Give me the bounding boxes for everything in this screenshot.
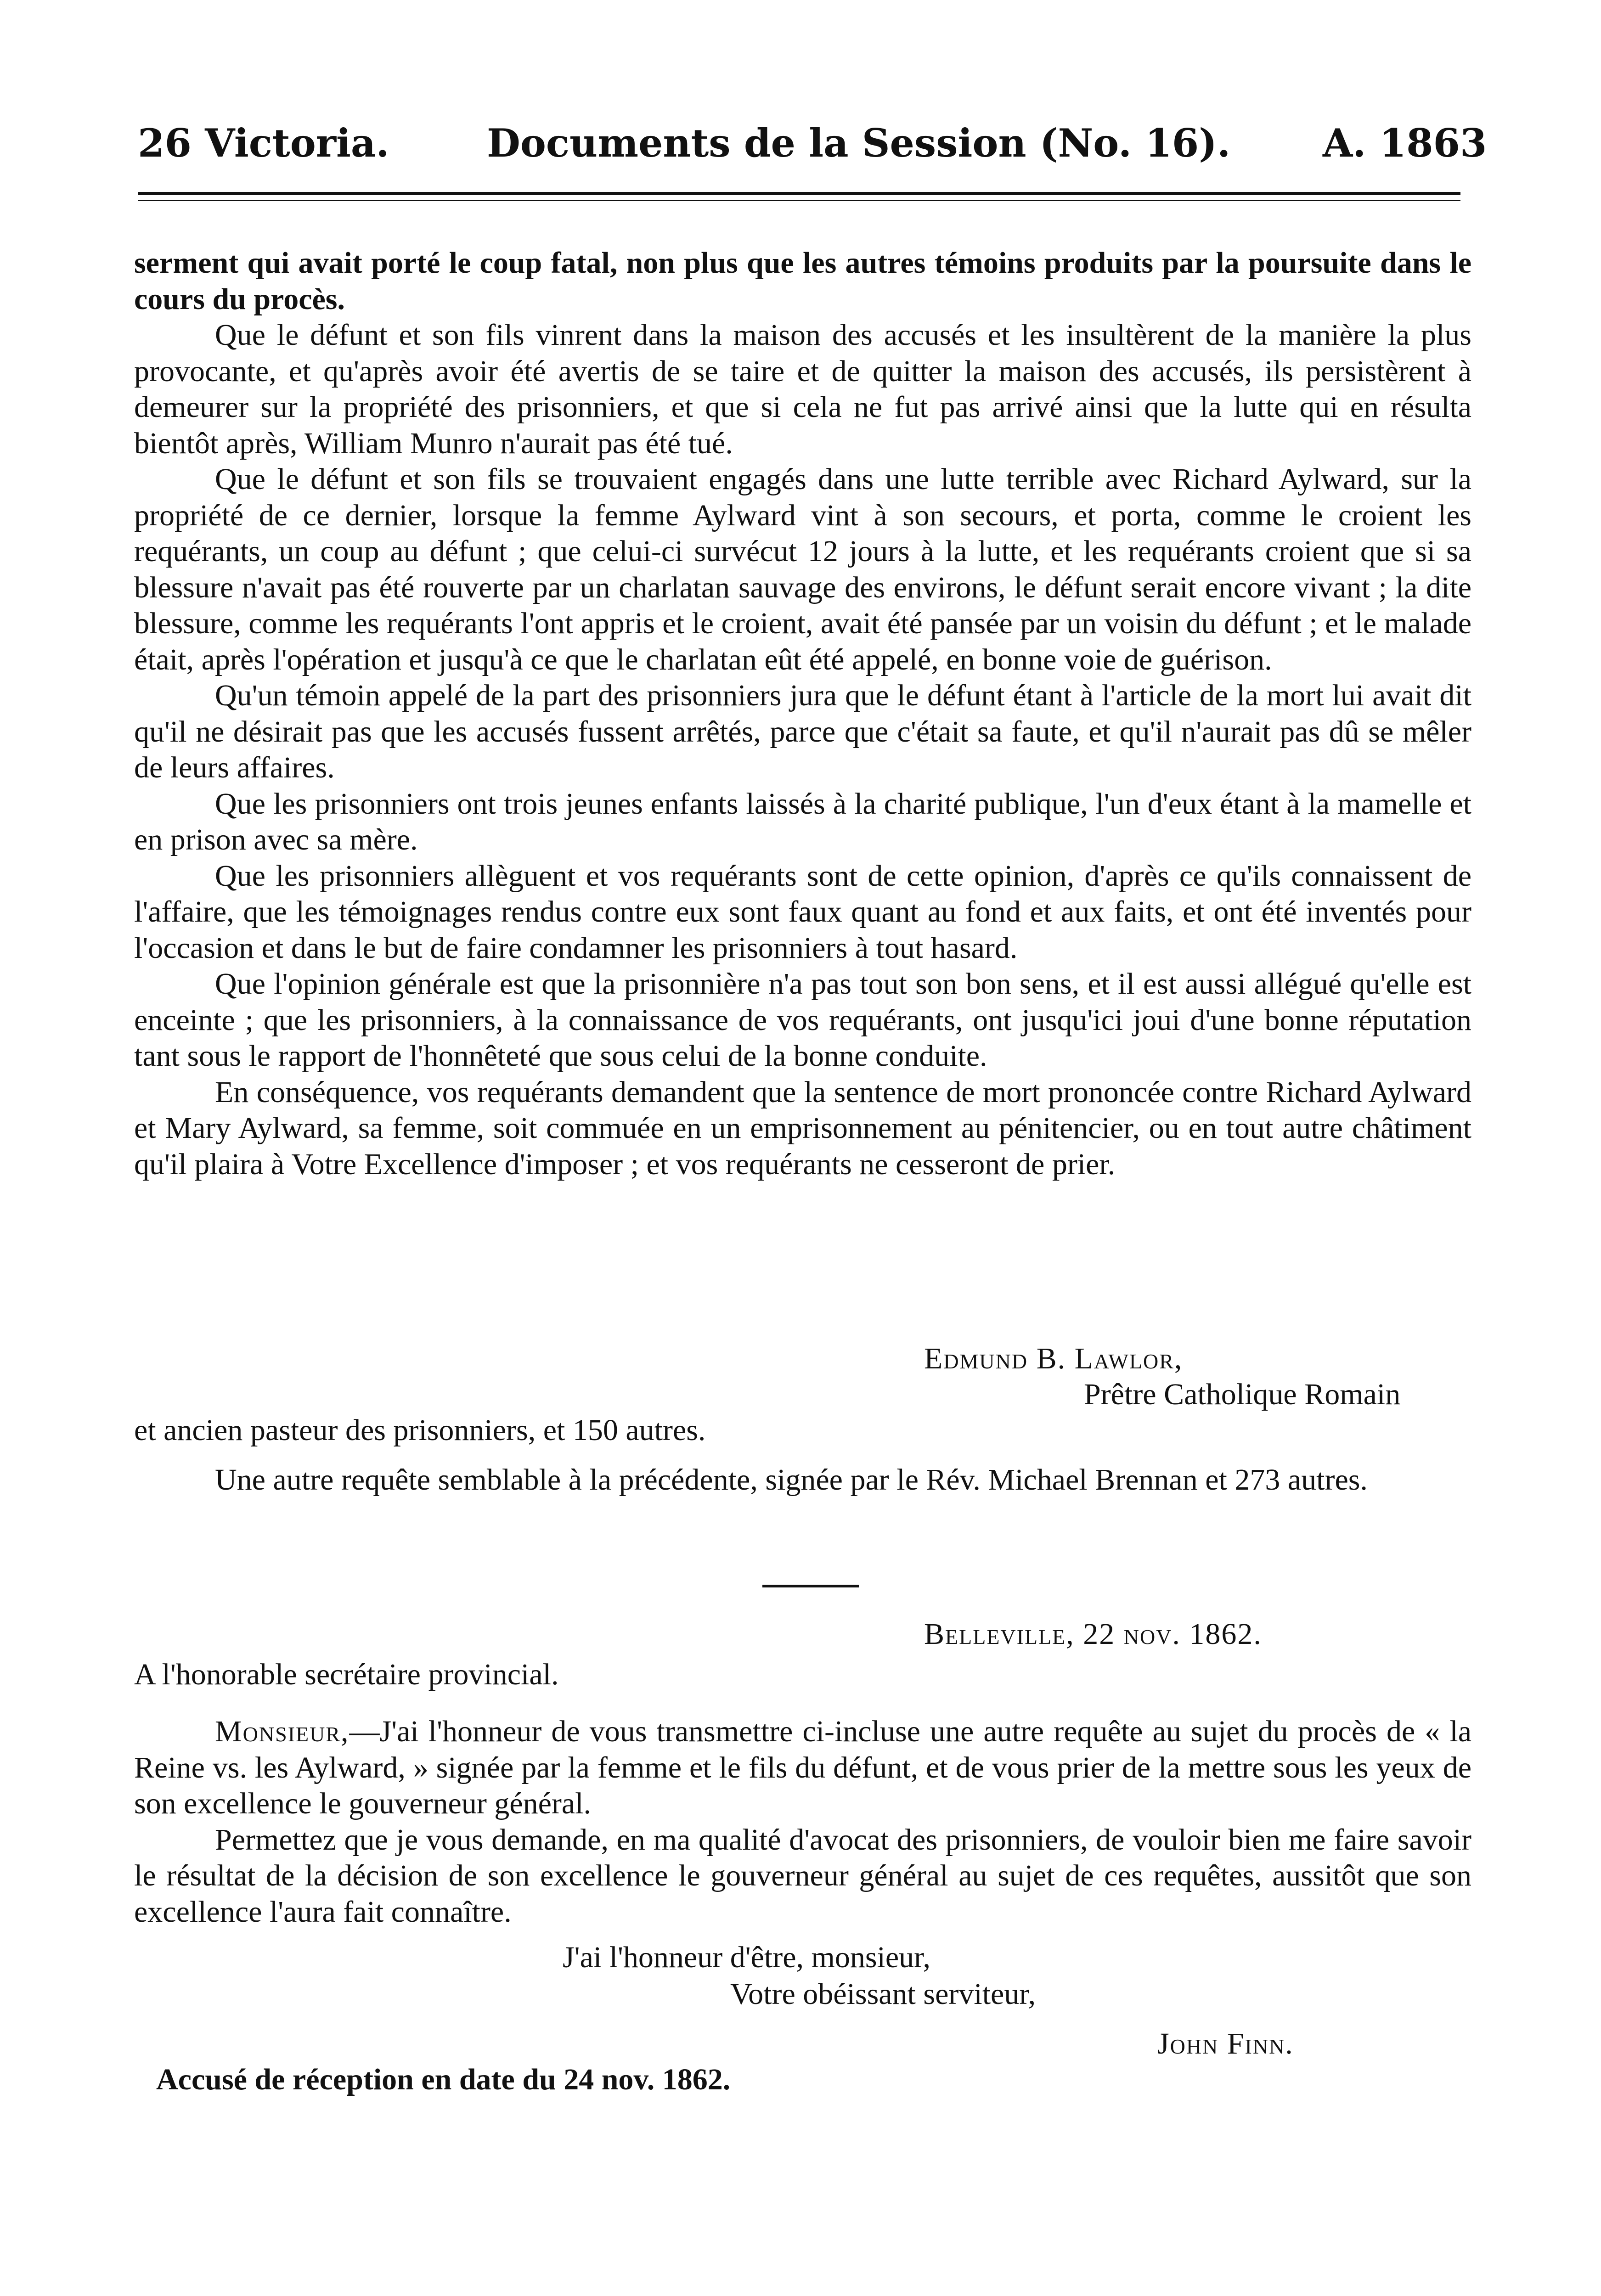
paragraph-temoignages: Que les prisonniers allèguent et vos requérants sont de cette opinion, d'après ce qu'ils connaissent de l'affaire, que les témoignages rendus contre eux sont faux quant au fond et aux faits, et ont été inventés pour l'occasion et dans le but de faire condamner les prisonniers à tout hasard. — [134, 859, 1471, 965]
note-paragraph: Une autre requête semblable à la précédente, signée par le Rév. Michael Brennan et 273 autres. — [215, 1463, 1368, 1497]
header-rule — [138, 192, 1460, 201]
letter-paragraph-1-text: —J'ai l'honneur de vous transmettre ci-incluse une autre requête au sujet du procès de « la Reine vs. les Aylward, » signée par la femme et le fils du défunt, et de vous prier de la mettre sous les yeux de son excellence le gouverneur général. — [134, 1715, 1471, 1820]
paragraph-enfants: Que les prisonniers ont trois jeunes enfants laissés à la charité publique, l'un d'eux étant à la mamelle et en prison avec sa mère. — [134, 787, 1471, 856]
paragraph-defunt-fils: Que le défunt et son fils vinrent dans la maison des accusés et les insultèrent de la manière la plus provocante, et qu'après avoir été avertis de se taire et de quitter la maison des accusés, ils persistèrent à demeurer sur la propriété des prisonniers, et que si cela ne fut pas arrivé ainsi que la lutte qui en résulta bientôt après, William Munro n'aurait pas été tué. — [134, 318, 1471, 460]
signature-continuation: et ancien pasteur des prisonniers, et 150 autres. — [134, 1413, 706, 1447]
paragraph-consequence: En conséquence, vos requérants demandent que la sentence de mort prononcée contre Richard Aylward et Mary Aylward, sa femme, soit commuée en un emprisonnement au pénitencier, ou en tout autre châtiment qu'il plaira à Votre Excellence d'imposer ; et vos requérants ne cesseront de prier. — [134, 1075, 1471, 1181]
paragraph-opinion: Que l'opinion générale est que la prisonnière n'a pas tout son bon sens, et il est aussi allégué qu'elle est enceinte ; que les prisonniers, à la connaissance de vos requérants, ont jusqu'ici joui d'une bonne réputation tant sous le rapport de l'honnêteté que sous celui de la bonne conduite. — [134, 967, 1471, 1073]
letter-signer: John Finn. — [1157, 2027, 1294, 2060]
letter-closing-2: Votre obéissant serviteur, — [730, 1977, 1036, 2011]
letter-body — [134, 1714, 1471, 1930]
letter-closing-1: J'ai l'honneur d'être, monsieur, — [563, 1941, 930, 1974]
header-year: A. 1863 — [1323, 120, 1487, 166]
petition-body — [134, 245, 1471, 1182]
letter-salutation: Monsieur, — [215, 1715, 350, 1748]
paragraph-serment: serment qui avait porté le coup fatal, non plus que les autres témoins produits par la poursuite dans le cours du procès. — [134, 246, 1471, 316]
signature-name: Edmund B. Lawlor, — [924, 1342, 1183, 1375]
letter-paragraph-2: Permettez que je vous demande, en ma qualité d'avocat des prisonniers, de vouloir bien me faire savoir le résultat de la décision de son excellence le gouverneur général au sujet de ces requêtes, aussitôt que son excellence l'aura fait connaître. — [134, 1823, 1471, 1929]
letter-addressee: A l'honorable secrétaire provincial. — [134, 1658, 559, 1691]
header-volume: 26 Victoria. — [138, 120, 389, 166]
header-title: Documents de la Session (No. 16). — [487, 120, 1231, 166]
second-petition-note — [134, 1462, 1471, 1498]
running-header — [0, 120, 1601, 171]
section-divider — [762, 1585, 859, 1587]
paragraph-lutte: Que le défunt et son fils se trouvaient engagés dans une lutte terrible avec Richard Aylward, sur la propriété de ce dernier, lorsque la femme Aylward vint à son secours, et porta, comme le croient les requérants, un coup au défunt ; que celui-ci survécut 12 jours à la lutte, et les requérants croient que si sa blessure n'avait pas été rouverte par un charlatan sauvage des environs, le défunt serait encore vivant ; la dite blessure, comme les requérants l'ont appris et le croient, avait été pansée par un voisin du défunt ; et le malade était, après l'opération et jusqu'à ce que le charlatan eût été appelé, en bonne voie de guérison. — [134, 462, 1471, 676]
paragraph-temoin: Qu'un témoin appelé de la part des prisonniers jura que le défunt étant à l'article de la mort lui avait dit qu'il ne désirait pas que les accusés fussent arrêtés, parce que c'était sa faute, et qu'il n'aurait pas dû se mêler de leurs affaires. — [134, 679, 1471, 784]
acknowledgment-line: Accusé de réception en date du 24 nov. 1862. — [156, 2063, 731, 2096]
letter-paragraph-1 — [134, 1714, 1471, 1822]
signature-title: Prêtre Catholique Romain — [1084, 1378, 1401, 1411]
letter-place-date: Belleville, 22 nov. 1862. — [924, 1617, 1262, 1651]
